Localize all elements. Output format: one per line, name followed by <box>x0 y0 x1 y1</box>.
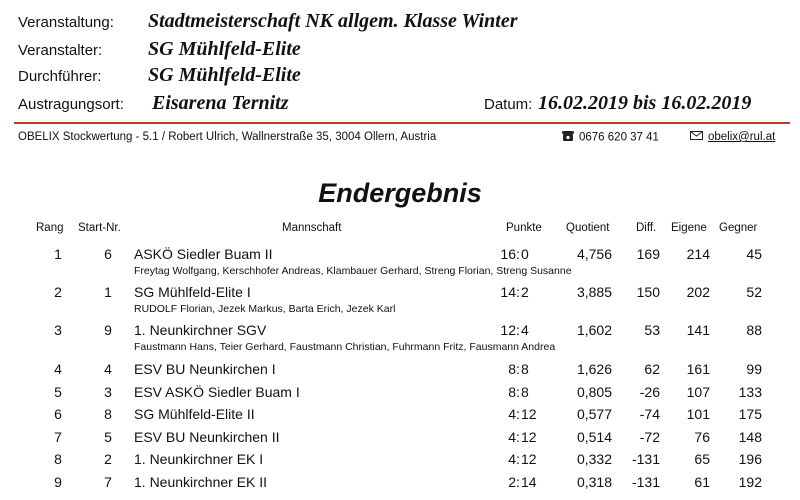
durchfuehrer-value: SG Mühlfeld-Elite <box>148 64 301 86</box>
header-divider <box>14 122 790 124</box>
points-lost-cell: 0 <box>521 246 529 262</box>
points-won-cell: 16 <box>500 246 516 262</box>
own-score-cell: 101 <box>686 406 710 422</box>
rank-cell: 2 <box>54 284 62 300</box>
diff-cell: 169 <box>636 246 660 262</box>
header-mannschaft: Mannschaft <box>282 222 342 234</box>
header-gegner: Gegner <box>719 222 758 234</box>
diff-cell: -74 <box>639 406 660 422</box>
team-members: Freytag Wolfgang, Kerschhofer Andreas, Klambauer Gerhard, Streng Florian, Streng Susanne <box>134 265 572 277</box>
diff-cell: -131 <box>631 474 660 490</box>
diff-cell: 150 <box>636 284 660 300</box>
phone-number: 0676 620 37 41 <box>579 131 659 144</box>
quotient-cell: 1,626 <box>576 361 612 377</box>
executor-row <box>18 64 798 90</box>
team-name-cell: ESV BU Neunkirchen II <box>134 429 280 445</box>
rank-cell: 8 <box>54 451 62 467</box>
event-row <box>18 10 798 36</box>
team-name-cell: ESV ASKÖ Siedler Buam I <box>134 384 300 400</box>
team-members: RUDOLF Florian, Jezek Markus, Barta Erich, Jezek Karl <box>134 303 396 315</box>
rank-cell: 9 <box>54 474 62 490</box>
start-number-cell: 6 <box>104 246 112 262</box>
ort-value: Eisarena Ternitz <box>152 92 289 114</box>
team-name-cell: 1. Neunkirchner EK I <box>134 451 264 467</box>
points-separator: : <box>516 451 520 467</box>
own-score-cell: 65 <box>694 451 710 467</box>
points-separator: : <box>516 384 520 400</box>
quotient-cell: 0,332 <box>576 451 612 467</box>
opponent-score-cell: 99 <box>746 361 762 377</box>
own-score-cell: 107 <box>686 384 710 400</box>
table-row <box>0 322 800 353</box>
durchfuehrer-label: Durchführer: <box>18 68 102 85</box>
diff-cell: -131 <box>631 451 660 467</box>
software-info: OBELIX Stockwertung - 5.1 / Robert Ulrich, Wallnerstraße 35, 3004 Ollern, Austria <box>18 131 437 143</box>
points-separator: : <box>516 246 520 262</box>
own-score-cell: 202 <box>686 284 710 300</box>
own-score-cell: 214 <box>686 246 710 262</box>
points-won-cell: 4 <box>508 429 516 445</box>
opponent-score-cell: 192 <box>738 474 762 490</box>
venue-row <box>18 92 798 118</box>
points-separator: : <box>516 429 520 445</box>
team-members: Faustmann Hans, Teier Gerhard, Faustmann Christian, Fuhrmann Fritz, Fausmann Andrea <box>134 341 556 353</box>
opponent-score-cell: 45 <box>746 246 762 262</box>
quotient-cell: 1,602 <box>576 322 612 338</box>
start-number-cell: 4 <box>104 361 112 377</box>
diff-cell: 53 <box>644 322 660 338</box>
opponent-score-cell: 52 <box>746 284 762 300</box>
organizer-row <box>18 38 798 64</box>
rank-cell: 4 <box>54 361 62 377</box>
points-separator: : <box>516 406 520 422</box>
opponent-score-cell: 148 <box>738 429 762 445</box>
diff-cell: 62 <box>644 361 660 377</box>
datum-value: 16.02.2019 bis 16.02.2019 <box>538 92 752 114</box>
opponent-score-cell: 133 <box>738 384 762 400</box>
points-won-cell: 2 <box>508 474 516 490</box>
points-won-cell: 8 <box>508 361 516 377</box>
veranstaltung-label: Veranstaltung: <box>18 14 114 31</box>
table-row <box>0 451 800 473</box>
own-score-cell: 76 <box>694 429 710 445</box>
points-won-cell: 4 <box>508 451 516 467</box>
ort-label: Austragungsort: <box>18 96 124 113</box>
table-row <box>0 406 800 428</box>
header-diff: Diff. <box>636 222 657 234</box>
quotient-cell: 3,885 <box>576 284 612 300</box>
start-number-cell: 9 <box>104 322 112 338</box>
table-row <box>0 246 800 277</box>
points-won-cell: 4 <box>508 406 516 422</box>
team-name-cell: 1. Neunkirchner EK II <box>134 474 268 490</box>
quotient-cell: 0,318 <box>576 474 612 490</box>
veranstaltung-value: Stadtmeisterschaft NK allgem. Klasse Winter <box>148 10 518 32</box>
page-title: Endergebnis <box>318 178 482 208</box>
header-eigene: Eigene <box>671 222 707 234</box>
start-number-cell: 3 <box>104 384 112 400</box>
start-number-cell: 1 <box>104 284 112 300</box>
table-row <box>0 384 800 406</box>
team-name-cell: SG Mühlfeld-Elite I <box>134 284 251 300</box>
points-separator: : <box>516 284 520 300</box>
points-lost-cell: 4 <box>521 322 529 338</box>
points-won-cell: 8 <box>508 384 516 400</box>
points-won-cell: 14 <box>500 284 516 300</box>
opponent-score-cell: 88 <box>746 322 762 338</box>
rank-cell: 5 <box>54 384 62 400</box>
points-lost-cell: 12 <box>521 406 537 422</box>
veranstalter-value: SG Mühlfeld-Elite <box>148 38 301 60</box>
start-number-cell: 7 <box>104 474 112 490</box>
diff-cell: -26 <box>639 384 660 400</box>
start-number-cell: 8 <box>104 406 112 422</box>
quotient-cell: 0,514 <box>576 429 612 445</box>
table-row <box>0 284 800 315</box>
rank-cell: 6 <box>54 406 62 422</box>
header-quotient: Quotient <box>566 222 610 234</box>
quotient-cell: 0,805 <box>576 384 612 400</box>
diff-cell: -72 <box>639 429 660 445</box>
table-row <box>0 474 800 496</box>
header-rang: Rang <box>36 222 64 234</box>
team-name-cell: SG Mühlfeld-Elite II <box>134 406 255 422</box>
rank-cell: 3 <box>54 322 62 338</box>
points-lost-cell: 12 <box>521 451 537 467</box>
own-score-cell: 61 <box>694 474 710 490</box>
header-startnr: Start-Nr. <box>78 222 121 234</box>
rank-cell: 1 <box>54 246 62 262</box>
points-lost-cell: 8 <box>521 384 529 400</box>
envelope-icon <box>690 131 703 143</box>
opponent-score-cell: 196 <box>738 451 762 467</box>
table-row <box>0 429 800 451</box>
veranstalter-label: Veranstalter: <box>18 42 103 59</box>
email-contact[interactable] <box>690 131 775 143</box>
team-name-cell: ASKÖ Siedler Buam II <box>134 246 273 262</box>
start-number-cell: 5 <box>104 429 112 445</box>
table-row <box>0 361 800 383</box>
team-name-cell: ESV BU Neunkirchen I <box>134 361 276 377</box>
email-link[interactable]: obelix@rul.at <box>708 131 776 144</box>
own-score-cell: 141 <box>686 322 710 338</box>
points-separator: : <box>516 474 520 490</box>
header-punkte: Punkte <box>506 222 542 234</box>
points-lost-cell: 8 <box>521 361 529 377</box>
rank-cell: 7 <box>54 429 62 445</box>
quotient-cell: 0,577 <box>576 406 612 422</box>
datum-label: Datum: <box>484 96 533 113</box>
team-name-cell: 1. Neunkirchner SGV <box>134 322 267 338</box>
own-score-cell: 161 <box>686 361 710 377</box>
points-won-cell: 12 <box>500 322 516 338</box>
points-lost-cell: 12 <box>521 429 537 445</box>
phone-contact <box>562 131 659 144</box>
quotient-cell: 4,756 <box>576 246 612 262</box>
phone-icon <box>562 131 574 144</box>
points-separator: : <box>516 361 520 377</box>
opponent-score-cell: 175 <box>738 406 762 422</box>
points-lost-cell: 2 <box>521 284 529 300</box>
start-number-cell: 2 <box>104 451 112 467</box>
points-lost-cell: 14 <box>521 474 537 490</box>
points-separator: : <box>516 322 520 338</box>
